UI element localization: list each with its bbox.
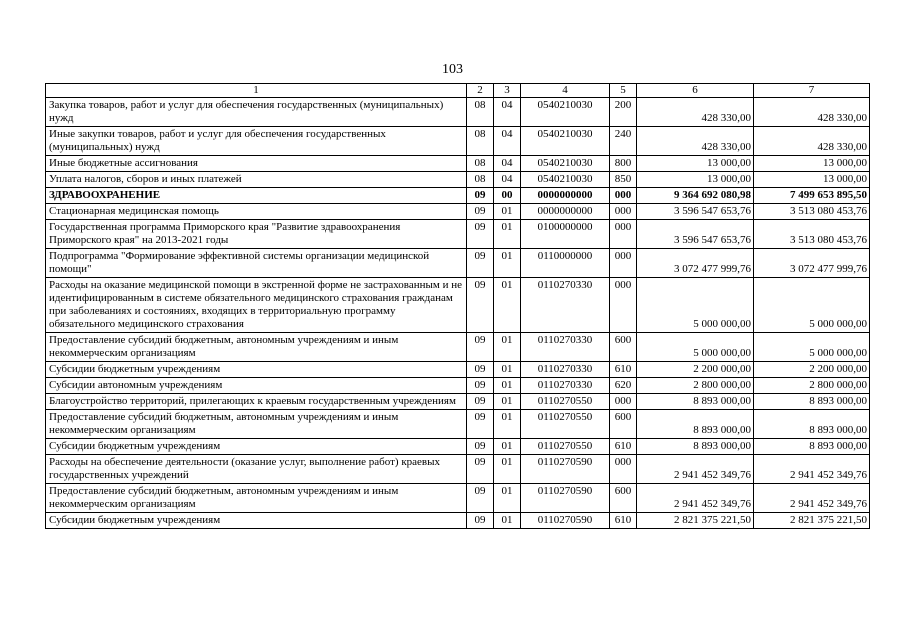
table-row <box>46 378 870 394</box>
amount-year-2-cell: 2 941 452 349,76 <box>754 484 870 513</box>
column-header: 4 <box>521 84 610 98</box>
expense-type-cell: 000 <box>610 204 637 220</box>
row-name-cell: Расходы на обеспечение деятельности (оказание услуг, выполнение работ) краевых государственных учреждений <box>46 455 467 484</box>
target-article-cell: 0110270590 <box>521 455 610 484</box>
target-article-cell: 0100000000 <box>521 220 610 249</box>
table-row <box>46 278 870 333</box>
expense-type-cell: 000 <box>610 220 637 249</box>
expense-type-cell: 000 <box>610 394 637 410</box>
section-code-cell: 09 <box>467 410 494 439</box>
subsection-code-cell: 04 <box>494 172 521 188</box>
section-code-cell: 08 <box>467 156 494 172</box>
column-header: 5 <box>610 84 637 98</box>
column-header: 7 <box>754 84 870 98</box>
expense-type-cell: 240 <box>610 127 637 156</box>
expense-type-cell: 620 <box>610 378 637 394</box>
amount-year-2-cell: 3 513 080 453,76 <box>754 220 870 249</box>
subsection-code-cell: 01 <box>494 378 521 394</box>
row-name-cell: Предоставление субсидий бюджетным, автономным учреждениям и иным некоммерческим организациям <box>46 333 467 362</box>
amount-year-1-cell: 428 330,00 <box>637 98 754 127</box>
subsection-code-cell: 01 <box>494 513 521 529</box>
target-article-cell: 0110270330 <box>521 362 610 378</box>
row-name-cell: Закупка товаров, работ и услуг для обеспечения государственных (муниципальных) нужд <box>46 98 467 127</box>
target-article-cell: 0540210030 <box>521 172 610 188</box>
amount-year-2-cell: 2 800 000,00 <box>754 378 870 394</box>
subsection-code-cell: 01 <box>494 394 521 410</box>
row-name-cell: Государственная программа Приморского края "Развитие здравоохранения Приморского края" на 2013-2021 годы <box>46 220 467 249</box>
subsection-code-cell: 00 <box>494 188 521 204</box>
section-code-cell: 09 <box>467 455 494 484</box>
table-row <box>46 220 870 249</box>
subsection-code-cell: 01 <box>494 439 521 455</box>
amount-year-1-cell: 2 200 000,00 <box>637 362 754 378</box>
section-code-cell: 08 <box>467 98 494 127</box>
section-code-cell: 09 <box>467 220 494 249</box>
row-name-cell: Иные бюджетные ассигнования <box>46 156 467 172</box>
subsection-code-cell: 01 <box>494 333 521 362</box>
section-code-cell: 09 <box>467 333 494 362</box>
target-article-cell: 0110270550 <box>521 394 610 410</box>
expense-type-cell: 610 <box>610 362 637 378</box>
amount-year-1-cell: 9 364 692 080,98 <box>637 188 754 204</box>
expense-type-cell: 600 <box>610 410 637 439</box>
row-name-cell: Субсидии бюджетным учреждениям <box>46 439 467 455</box>
section-code-cell: 09 <box>467 484 494 513</box>
column-header: 3 <box>494 84 521 98</box>
amount-year-1-cell: 3 596 547 653,76 <box>637 220 754 249</box>
table-row <box>46 172 870 188</box>
expense-type-cell: 850 <box>610 172 637 188</box>
target-article-cell: 0110270550 <box>521 410 610 439</box>
row-name-cell: Иные закупки товаров, работ и услуг для обеспечения государственных (муниципальных) нужд <box>46 127 467 156</box>
row-name-cell: Субсидии бюджетным учреждениям <box>46 513 467 529</box>
column-header: 6 <box>637 84 754 98</box>
page-number: 103 <box>442 62 463 77</box>
table-row <box>46 333 870 362</box>
section-code-cell: 09 <box>467 362 494 378</box>
subsection-code-cell: 01 <box>494 455 521 484</box>
subsection-code-cell: 01 <box>494 278 521 333</box>
amount-year-2-cell: 8 893 000,00 <box>754 439 870 455</box>
amount-year-1-cell: 2 941 452 349,76 <box>637 455 754 484</box>
amount-year-1-cell: 8 893 000,00 <box>637 410 754 439</box>
amount-year-1-cell: 8 893 000,00 <box>637 439 754 455</box>
row-name-cell: Уплата налогов, сборов и иных платежей <box>46 172 467 188</box>
amount-year-2-cell: 428 330,00 <box>754 98 870 127</box>
target-article-cell: 0540210030 <box>521 127 610 156</box>
amount-year-1-cell: 2 821 375 221,50 <box>637 513 754 529</box>
subsection-code-cell: 01 <box>494 249 521 278</box>
row-name-cell: Субсидии бюджетным учреждениям <box>46 362 467 378</box>
expense-type-cell: 200 <box>610 98 637 127</box>
amount-year-2-cell: 2 200 000,00 <box>754 362 870 378</box>
amount-year-1-cell: 5 000 000,00 <box>637 278 754 333</box>
section-code-cell: 09 <box>467 439 494 455</box>
expense-type-cell: 000 <box>610 278 637 333</box>
subsection-code-cell: 04 <box>494 98 521 127</box>
row-name-cell: Субсидии автономным учреждениям <box>46 378 467 394</box>
expense-type-cell: 000 <box>610 249 637 278</box>
table-row <box>46 484 870 513</box>
amount-year-2-cell: 7 499 653 895,50 <box>754 188 870 204</box>
subsection-code-cell: 01 <box>494 362 521 378</box>
amount-year-1-cell: 8 893 000,00 <box>637 394 754 410</box>
amount-year-2-cell: 8 893 000,00 <box>754 410 870 439</box>
table-header-row <box>46 84 870 98</box>
target-article-cell: 0110270590 <box>521 484 610 513</box>
expense-type-cell: 600 <box>610 333 637 362</box>
column-header: 2 <box>467 84 494 98</box>
amount-year-1-cell: 3 072 477 999,76 <box>637 249 754 278</box>
amount-year-1-cell: 2 941 452 349,76 <box>637 484 754 513</box>
table-row <box>46 188 870 204</box>
table-row <box>46 127 870 156</box>
row-name-cell: Предоставление субсидий бюджетным, автономным учреждениям и иным некоммерческим организациям <box>46 484 467 513</box>
section-code-cell: 08 <box>467 127 494 156</box>
amount-year-2-cell: 13 000,00 <box>754 172 870 188</box>
section-code-cell: 09 <box>467 188 494 204</box>
row-name-cell: Подпрограмма "Формирование эффективной системы организации медицинской помощи" <box>46 249 467 278</box>
table-row <box>46 249 870 278</box>
table-body <box>46 98 870 529</box>
subsection-code-cell: 01 <box>494 204 521 220</box>
expense-type-cell: 610 <box>610 439 637 455</box>
table-row <box>46 455 870 484</box>
expense-type-cell: 600 <box>610 484 637 513</box>
target-article-cell: 0110270330 <box>521 278 610 333</box>
section-code-cell: 09 <box>467 204 494 220</box>
expense-type-cell: 000 <box>610 455 637 484</box>
table-row <box>46 513 870 529</box>
expense-type-cell: 610 <box>610 513 637 529</box>
budget-table <box>45 83 870 529</box>
table-row <box>46 410 870 439</box>
amount-year-2-cell: 3 513 080 453,76 <box>754 204 870 220</box>
target-article-cell: 0540210030 <box>521 98 610 127</box>
amount-year-1-cell: 428 330,00 <box>637 127 754 156</box>
table-row <box>46 439 870 455</box>
row-name-cell: ЗДРАВООХРАНЕНИЕ <box>46 188 467 204</box>
expense-type-cell: 000 <box>610 188 637 204</box>
amount-year-1-cell: 5 000 000,00 <box>637 333 754 362</box>
section-code-cell: 09 <box>467 249 494 278</box>
target-article-cell: 0110000000 <box>521 249 610 278</box>
amount-year-2-cell: 428 330,00 <box>754 127 870 156</box>
amount-year-2-cell: 5 000 000,00 <box>754 278 870 333</box>
amount-year-2-cell: 2 941 452 349,76 <box>754 455 870 484</box>
row-name-cell: Стационарная медицинская помощь <box>46 204 467 220</box>
column-header: 1 <box>46 84 467 98</box>
amount-year-2-cell: 13 000,00 <box>754 156 870 172</box>
target-article-cell: 0110270550 <box>521 439 610 455</box>
amount-year-1-cell: 3 596 547 653,76 <box>637 204 754 220</box>
table-row <box>46 98 870 127</box>
amount-year-1-cell: 2 800 000,00 <box>637 378 754 394</box>
section-code-cell: 09 <box>467 513 494 529</box>
table-row <box>46 394 870 410</box>
amount-year-2-cell: 8 893 000,00 <box>754 394 870 410</box>
target-article-cell: 0000000000 <box>521 204 610 220</box>
table-row <box>46 204 870 220</box>
row-name-cell: Благоустройство территорий, прилегающих к краевым государственным учреждениям <box>46 394 467 410</box>
amount-year-2-cell: 2 821 375 221,50 <box>754 513 870 529</box>
subsection-code-cell: 04 <box>494 156 521 172</box>
section-code-cell: 09 <box>467 394 494 410</box>
section-code-cell: 09 <box>467 278 494 333</box>
amount-year-2-cell: 5 000 000,00 <box>754 333 870 362</box>
section-code-cell: 08 <box>467 172 494 188</box>
target-article-cell: 0110270590 <box>521 513 610 529</box>
amount-year-1-cell: 13 000,00 <box>637 172 754 188</box>
subsection-code-cell: 01 <box>494 410 521 439</box>
row-name-cell: Расходы на оказание медицинской помощи в экстренной форме не застрахованным и не идентифицированным в системе обязательного медицинского страхования гражданам при заболеваниях и состояниях, входящих в территориальную программу обязательного медицинского страхования <box>46 278 467 333</box>
table-row <box>46 156 870 172</box>
section-code-cell: 09 <box>467 378 494 394</box>
subsection-code-cell: 04 <box>494 127 521 156</box>
target-article-cell: 0540210030 <box>521 156 610 172</box>
expense-type-cell: 800 <box>610 156 637 172</box>
table-row <box>46 362 870 378</box>
target-article-cell: 0110270330 <box>521 378 610 394</box>
target-article-cell: 0000000000 <box>521 188 610 204</box>
subsection-code-cell: 01 <box>494 220 521 249</box>
row-name-cell: Предоставление субсидий бюджетным, автономным учреждениям и иным некоммерческим организациям <box>46 410 467 439</box>
amount-year-1-cell: 13 000,00 <box>637 156 754 172</box>
amount-year-2-cell: 3 072 477 999,76 <box>754 249 870 278</box>
subsection-code-cell: 01 <box>494 484 521 513</box>
target-article-cell: 0110270330 <box>521 333 610 362</box>
